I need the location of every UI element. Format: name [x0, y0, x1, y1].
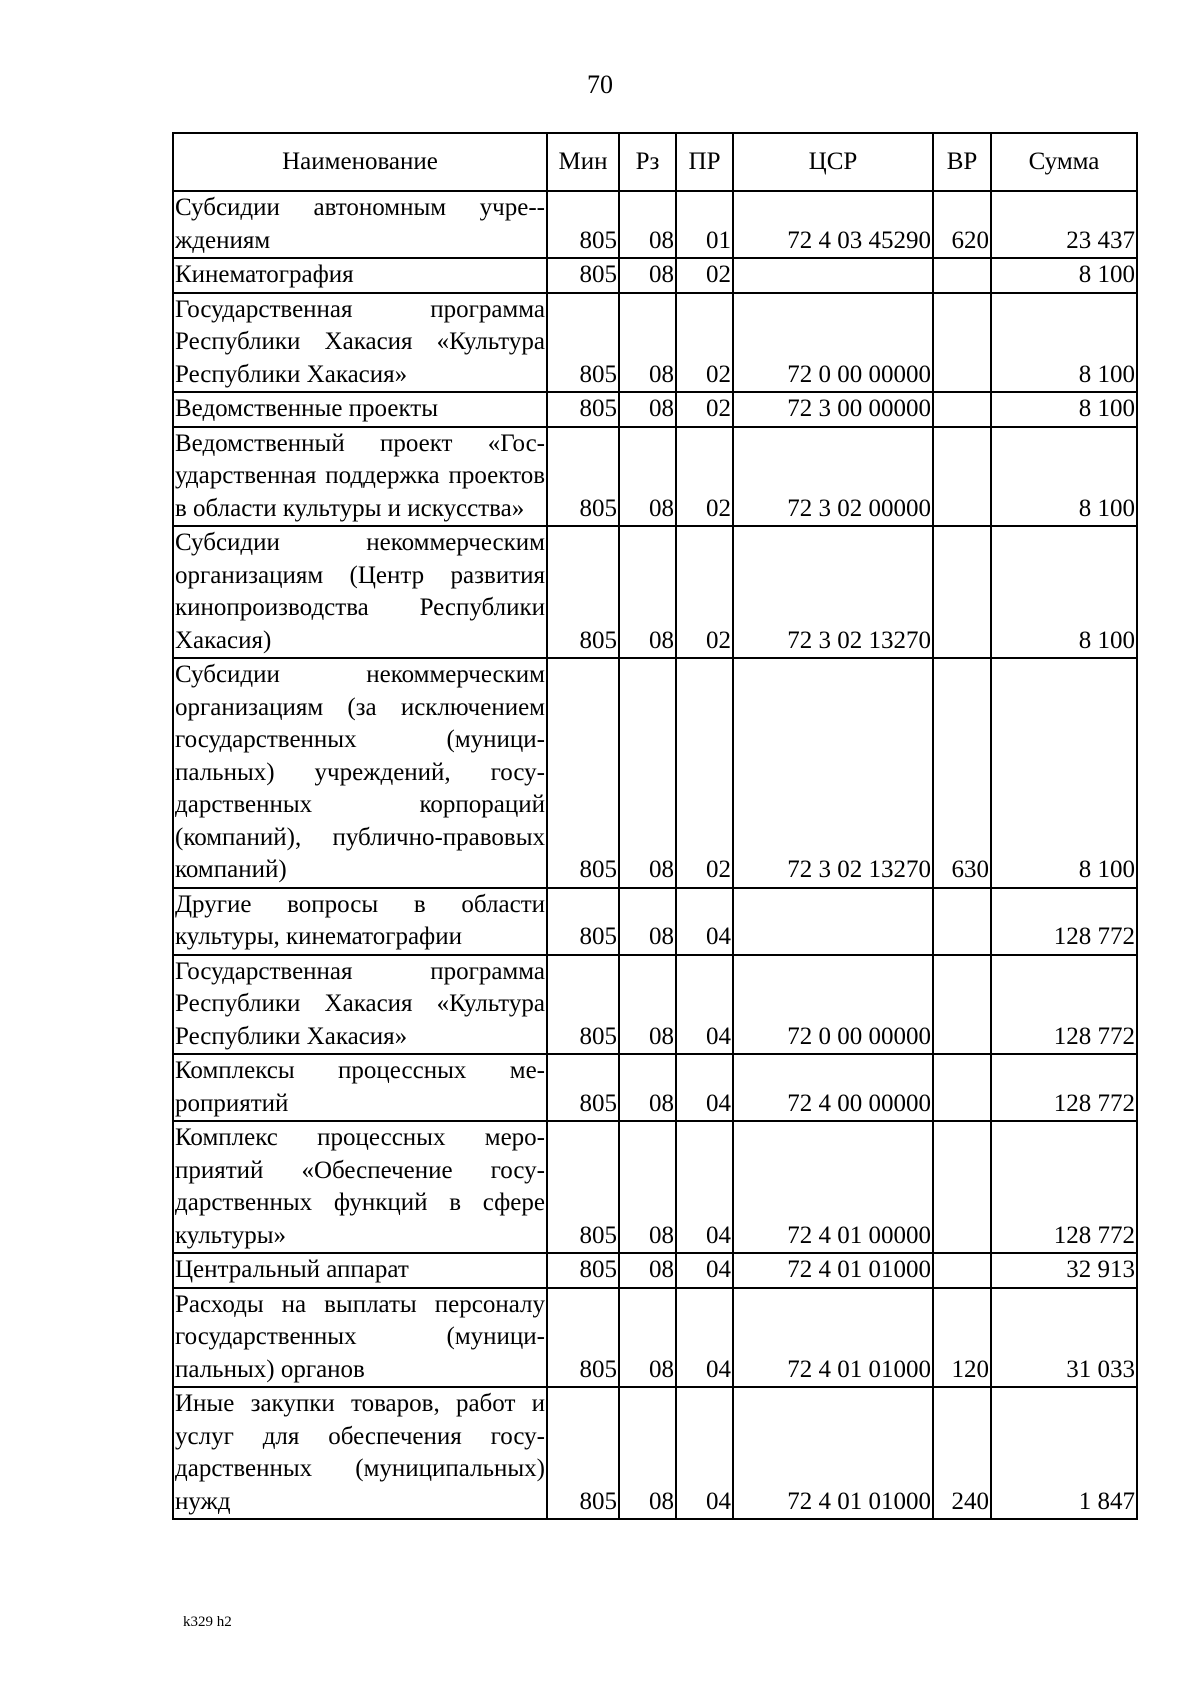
cell-rz: 08 [619, 658, 676, 888]
header-min: Мин [547, 133, 619, 191]
cell-rz: 08 [619, 888, 676, 955]
cell-name: Расходы на выплаты персоналу государственных (муниципальных) органов [173, 1288, 547, 1388]
cell-rz: 08 [619, 1288, 676, 1388]
cell-min: 805 [547, 658, 619, 888]
cell-vr: 620 [933, 191, 991, 258]
cell-name: Ведомственный проект «Государственная поддержка проектов в области культуры и искусства» [173, 427, 547, 527]
cell-rz: 08 [619, 191, 676, 258]
cell-sum: 128 772 [991, 888, 1137, 955]
table-row [173, 1288, 1137, 1388]
budget-table [172, 132, 1138, 1520]
cell-csr: 72 4 01 01000 [733, 1387, 933, 1519]
header-pr: ПР [676, 133, 733, 191]
cell-vr: 120 [933, 1288, 991, 1388]
cell-sum: 23 437 [991, 191, 1137, 258]
cell-name: Субсидии автономным учре-ждениям [173, 191, 547, 258]
cell-min: 805 [547, 1054, 619, 1121]
cell-pr: 02 [676, 258, 733, 293]
table-row [173, 955, 1137, 1055]
cell-rz: 08 [619, 955, 676, 1055]
cell-pr: 04 [676, 1387, 733, 1519]
cell-pr: 04 [676, 955, 733, 1055]
cell-rz: 08 [619, 427, 676, 527]
table-row [173, 293, 1137, 393]
cell-vr [933, 955, 991, 1055]
cell-vr [933, 1054, 991, 1121]
cell-name: Субсидии некоммерческим организациям (Центр развития кинопроизводства Республики Хакасия) [173, 526, 547, 658]
cell-name: Ведомственные проекты [173, 392, 547, 427]
table-row [173, 1387, 1137, 1519]
cell-rz: 08 [619, 1054, 676, 1121]
cell-sum: 8 100 [991, 427, 1137, 527]
table-row [173, 888, 1137, 955]
cell-csr: 72 3 02 00000 [733, 427, 933, 527]
cell-vr [933, 427, 991, 527]
cell-sum: 8 100 [991, 293, 1137, 393]
cell-name: Субсидии некоммерческим организациям (за исключением государственных (муниципальных) учреждений, государственных корпораций (компаний), публично-правовых компаний) [173, 658, 547, 888]
cell-vr [933, 293, 991, 393]
table-row [173, 1253, 1137, 1288]
cell-rz: 08 [619, 293, 676, 393]
cell-min: 805 [547, 526, 619, 658]
cell-sum: 1 847 [991, 1387, 1137, 1519]
cell-min: 805 [547, 1288, 619, 1388]
cell-min: 805 [547, 1121, 619, 1253]
cell-name: Государственная программа Республики Хакасия «Культура Республики Хакасия» [173, 293, 547, 393]
header-csr: ЦСР [733, 133, 933, 191]
cell-rz: 08 [619, 1121, 676, 1253]
header-row [173, 133, 1137, 191]
cell-vr [933, 1253, 991, 1288]
cell-name: Государственная программа Республики Хакасия «Культура Республики Хакасия» [173, 955, 547, 1055]
cell-csr: 72 4 01 01000 [733, 1288, 933, 1388]
table-row [173, 526, 1137, 658]
cell-pr: 04 [676, 1121, 733, 1253]
header-rz: Рз [619, 133, 676, 191]
table-row [173, 1054, 1137, 1121]
cell-min: 805 [547, 293, 619, 393]
table-header [173, 133, 1137, 191]
cell-pr: 04 [676, 1054, 733, 1121]
table-row [173, 191, 1137, 258]
footer-code: k329 h2 [183, 1614, 232, 1630]
cell-pr: 02 [676, 293, 733, 393]
cell-min: 805 [547, 427, 619, 527]
cell-csr: 72 3 02 13270 [733, 526, 933, 658]
cell-sum: 128 772 [991, 1054, 1137, 1121]
cell-sum: 8 100 [991, 392, 1137, 427]
cell-sum: 8 100 [991, 526, 1137, 658]
cell-sum: 8 100 [991, 658, 1137, 888]
cell-min: 805 [547, 191, 619, 258]
table-row [173, 658, 1137, 888]
cell-csr: 72 4 01 00000 [733, 1121, 933, 1253]
cell-min: 805 [547, 1387, 619, 1519]
cell-vr [933, 888, 991, 955]
cell-name: Комплексы процессных мероприятий [173, 1054, 547, 1121]
cell-csr: 72 4 03 45290 [733, 191, 933, 258]
table-row [173, 392, 1137, 427]
cell-pr: 04 [676, 1288, 733, 1388]
cell-vr: 630 [933, 658, 991, 888]
cell-min: 805 [547, 392, 619, 427]
cell-vr [933, 258, 991, 293]
table-row [173, 258, 1137, 293]
cell-name: Центральный аппарат [173, 1253, 547, 1288]
cell-rz: 08 [619, 258, 676, 293]
cell-min: 805 [547, 955, 619, 1055]
cell-name: Иные закупки товаров, работ и услуг для обеспечения государственных (муниципальных) нужд [173, 1387, 547, 1519]
cell-csr: 72 3 00 00000 [733, 392, 933, 427]
cell-csr [733, 888, 933, 955]
cell-pr: 04 [676, 888, 733, 955]
cell-vr [933, 526, 991, 658]
cell-pr: 02 [676, 392, 733, 427]
table-row [173, 427, 1137, 527]
cell-pr: 01 [676, 191, 733, 258]
cell-rz: 08 [619, 526, 676, 658]
cell-sum: 31 033 [991, 1288, 1137, 1388]
cell-csr: 72 0 00 00000 [733, 955, 933, 1055]
cell-name: Комплекс процессных мероприятий «Обеспечение государственных функций в сфере культуры» [173, 1121, 547, 1253]
cell-csr: 72 3 02 13270 [733, 658, 933, 888]
cell-csr: 72 4 01 01000 [733, 1253, 933, 1288]
cell-name: Кинематография [173, 258, 547, 293]
cell-min: 805 [547, 888, 619, 955]
cell-pr: 02 [676, 658, 733, 888]
cell-vr: 240 [933, 1387, 991, 1519]
cell-csr: 72 4 00 00000 [733, 1054, 933, 1121]
header-sum: Сумма [991, 133, 1137, 191]
table-body [173, 191, 1137, 1519]
header-name: Наименование [173, 133, 547, 191]
cell-vr [933, 1121, 991, 1253]
cell-sum: 8 100 [991, 258, 1137, 293]
cell-sum: 128 772 [991, 955, 1137, 1055]
cell-csr [733, 258, 933, 293]
cell-sum: 128 772 [991, 1121, 1137, 1253]
cell-name: Другие вопросы в области культуры, кинематографии [173, 888, 547, 955]
cell-vr [933, 392, 991, 427]
cell-sum: 32 913 [991, 1253, 1137, 1288]
table-row [173, 1121, 1137, 1253]
page-number: 70 [587, 70, 613, 99]
cell-rz: 08 [619, 1387, 676, 1519]
cell-pr: 04 [676, 1253, 733, 1288]
cell-rz: 08 [619, 392, 676, 427]
cell-min: 805 [547, 1253, 619, 1288]
cell-rz: 08 [619, 1253, 676, 1288]
cell-min: 805 [547, 258, 619, 293]
cell-pr: 02 [676, 526, 733, 658]
header-vr: ВР [933, 133, 991, 191]
cell-pr: 02 [676, 427, 733, 527]
cell-csr: 72 0 00 00000 [733, 293, 933, 393]
